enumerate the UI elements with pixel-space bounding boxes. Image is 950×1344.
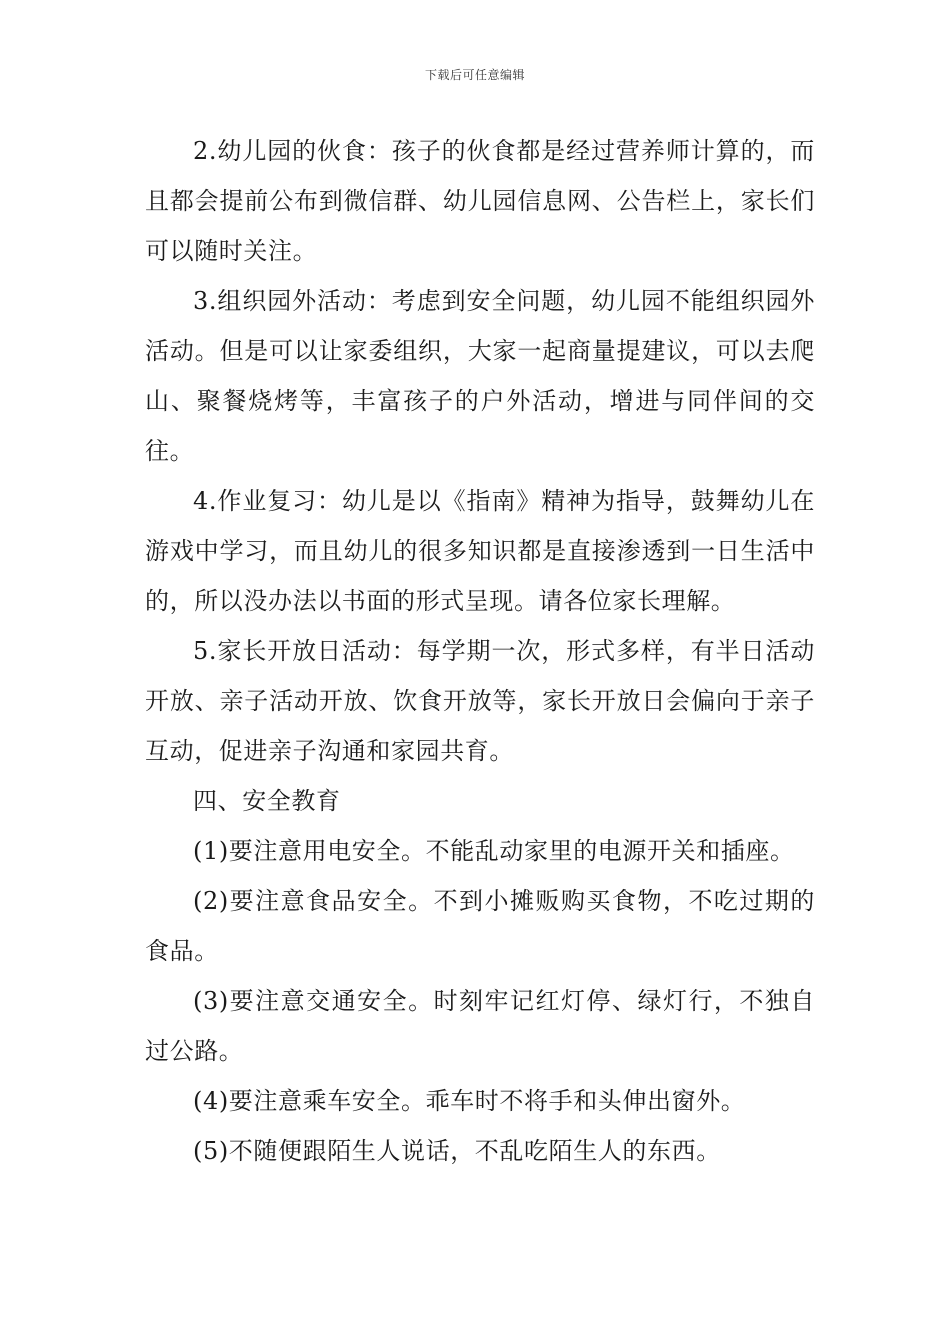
paragraph-open-day: 5.家长开放日活动：每学期一次，形式多样，有半日活动开放、亲子活动开放、饮食开放等，家长开放日会偏向于亲子互动，促进亲子沟通和家园共育。	[145, 637, 815, 765]
document-body	[145, 126, 815, 1176]
safety-item-vehicle: (4)要注意乘车安全。乖车时不将手和头伸出窗外。	[193, 1087, 746, 1115]
section-heading-safety: 四、安全教育	[193, 787, 341, 815]
safety-item-traffic: (3)要注意交通安全。时刻牢记红灯停、绿灯行，不独自过公路。	[145, 987, 815, 1065]
paragraph-homework: 4.作业复习：幼儿是以《指南》精神为指导，鼓舞幼儿在游戏中学习，而且幼儿的很多知识都是直接渗透到一日生活中的，所以没办法以书面的形式呈现。请各位家长理解。	[145, 487, 815, 615]
paragraph-outdoor-activities: 3.组织园外活动：考虑到安全问题，幼儿园不能组织园外活动。但是可以让家委组织，大家一起商量提建议，可以去爬山、聚餐烧烤等，丰富孩子的户外活动，增进与同伴间的交往。	[145, 287, 815, 465]
safety-item-electricity: (1)要注意用电安全。不能乱动家里的电源开关和插座。	[193, 837, 795, 865]
safety-item-strangers: (5)不随便跟陌生人说话，不乱吃陌生人的东西。	[193, 1137, 721, 1165]
paragraph-meals: 2.幼儿园的伙食：孩子的伙食都是经过营养师计算的，而且都会提前公布到微信群、幼儿园信息网、公告栏上，家长们可以随时关注。	[145, 137, 815, 265]
page-header-note: 下载后可任意编辑	[424, 68, 525, 82]
safety-item-food: (2)要注意食品安全。不到小摊贩购买食物，不吃过期的食品。	[145, 887, 815, 965]
